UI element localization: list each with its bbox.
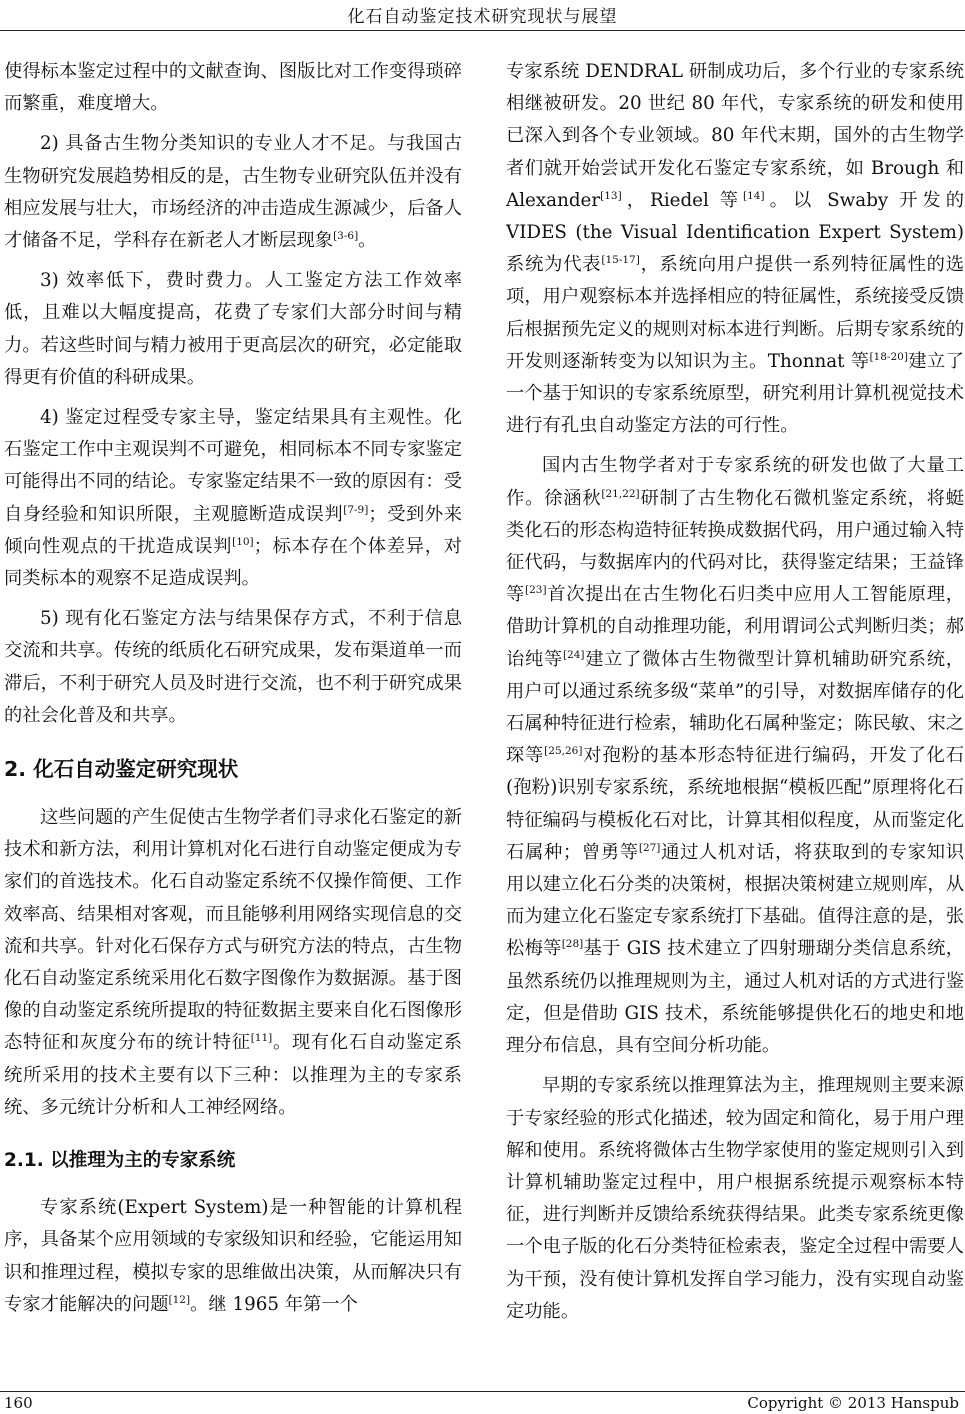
paragraph-text: 。继 1965 年第一个 xyxy=(190,1293,358,1315)
paragraph-text: ；受到外来倾向性观点的干扰造成误判 xyxy=(4,503,463,557)
paragraph-text: 3) 效率低下，费时费力。人工鉴定方法工作效率低，且难以大幅度提高，花费了专家们大部分时间与精力。若这些时间与精力被用于更高层次的研究，必定能取得更有价值的科研成果。 xyxy=(4,270,462,388)
paragraph-text: 专家系统 DENDRAL 研制成功后，多个行业的专家系统相继被研发。20 世纪 80 年代，专家系统的研发和使用已深入到各个专业领域。80 年代末期，国外的古生物学者们就开始尝试开发化石鉴定专家系统，如 Brough 和 Alexander xyxy=(506,61,964,211)
citation: [27] xyxy=(638,841,661,854)
paragraph-text: 。以 Swaby 开发的 VIDES (the Visual Identification Expert System)系统为代表 xyxy=(506,189,965,276)
paragraph-text: 基于 GIS 技术建立了四射珊瑚分类信息系统，虽然系统仍以推理规则为主，通过人机对话的方式进行鉴定，但是借助 GIS 技术，系统能够提供化石的地史和地理分布信息，具有空间分析功能。 xyxy=(506,938,964,1057)
paragraph-text: 国内古生物学者对于专家系统的研发也做了大量工作。徐涵秋 xyxy=(506,455,964,509)
paragraph-text: 建立了微体古生物微型计算机辅助研究系统，用户可以通过系统多级“菜单”的引导，对数据库储存的化石属种特征进行检索，辅助化石属种鉴定；陈民敏、宋之琛等 xyxy=(506,648,965,767)
paragraph xyxy=(4,56,462,120)
citation: [11] xyxy=(250,1032,273,1045)
copyright-notice: Copyright © 2013 Hanspub xyxy=(747,1394,959,1412)
paragraph-text: 首次提出在古生物化石归类中应用人工智能原理，借助计算机的自动推理功能，利用谓词公式判断归类；郝诒纯等 xyxy=(506,584,965,670)
paragraph xyxy=(4,265,462,394)
citation: [10] xyxy=(232,535,254,548)
paragraph xyxy=(4,802,462,1124)
page-number: 160 xyxy=(4,1394,33,1412)
citation: [28] xyxy=(561,938,584,951)
citation: [12] xyxy=(168,1293,191,1306)
citation: [14] xyxy=(743,189,765,202)
citation: [25,26] xyxy=(544,745,583,758)
paragraph-text: 对孢粉的基本形态特征进行编码，开发了化石(孢粉)识别专家系统，系统地根据“模板匹配”原理将化石特征编码与模板化石对比，计算其相似程度，从而鉴定化石属种；曾勇等 xyxy=(506,745,965,863)
paragraph-text: 建立了一个基于知识的专家系统原型，研究利用计算机视觉技术进行有孔虫自动鉴定方法的可行性。 xyxy=(506,350,965,437)
footer-rule xyxy=(0,1391,965,1392)
citation: [18-20] xyxy=(869,350,908,363)
paragraph xyxy=(506,56,964,442)
right-column xyxy=(506,56,964,1336)
paragraph-text: 通过人机对话，将获取到的专家知识用以建立化石分类的决策树，根据决策树建立规则库，从而为建立化石鉴定专家系统打下基础。值得注意的是，张松梅等 xyxy=(506,841,965,960)
citation: [7-9] xyxy=(343,503,369,516)
paragraph-text: 早期的专家系统以推理算法为主，推理规则主要来源于专家经验的形式化描述，较为固定和简化，易于用户理解和使用。系统将微体古生物学家使用的鉴定规则引入到计算机辅助鉴定过程中，用户根据系统提示观察标本特征，进行判断并反馈给系统获得结果。此类专家系统更像一个电子版的化石分类特征检索表，鉴定全过程中需要人为干预，没有使计算机发挥自学习能力，没有实现自动鉴定功能。 xyxy=(506,1075,964,1322)
paragraph-text: 5) 现有化石鉴定方法与结果保存方式，不利于信息交流和共享。传统的纸质化石研究成果，发布渠道单一而滞后，不利于研究人员及时进行交流，也不利于研究成果的社会化普及和共享。 xyxy=(4,608,462,726)
citation: [24] xyxy=(562,648,585,661)
paragraph-text: 专家系统(Expert System)是一种智能的计算机程序，具备某个应用领域的专家级知识和经验，它能运用知识和推理过程，模拟专家的思维做出决策，从而解决只有专家才能解决的问题 xyxy=(4,1197,462,1315)
paragraph xyxy=(4,1192,462,1321)
citation: [21,22] xyxy=(601,487,640,500)
paragraph xyxy=(506,1070,964,1328)
paragraph-text: ；标本存在个体差异，对同类标本的观察不足造成误判。 xyxy=(4,535,463,590)
section-heading: 2. 化石自动鉴定研究现状 xyxy=(4,757,239,782)
citation: [3-6] xyxy=(333,230,359,243)
paragraph-text: 2) 具备古生物分类知识的专业人才不足。与我国古生物研究发展趋势相反的是，古生物专业研究队伍并没有相应发展与壮大，市场经济的冲击造成生源减少，后备人才储备不足，学科存在新老人才断层现象 xyxy=(4,133,462,252)
paragraph-text: 使得标本鉴定过程中的文献查询、图版比对工作变得琐碎而繁重，难度增大。 xyxy=(4,61,462,115)
paragraph-text: 这些问题的产生促使古生物学者们寻求化石鉴定的新技术和新方法，利用计算机对化石进行自动鉴定便成为专家们的首选技术。化石自动鉴定系统不仅操作简便、工作效率高、结果相对客观，而且能够利用网络实现信息的交流和共享。针对化石保存方式与研究方法的特点，古生物化石自动鉴定系统采用化石数字图像作为数据源。基于图像的自动鉴定系统所提取的特征数据主要来自化石图像形态特征和灰度分布的统计特征 xyxy=(4,807,462,1054)
citation: [23] xyxy=(524,584,547,597)
citation: [13] xyxy=(600,189,622,202)
citation: [15-17] xyxy=(601,254,640,267)
paragraph-text: 。 xyxy=(358,230,377,252)
paragraph xyxy=(4,402,462,595)
paragraph xyxy=(4,603,462,732)
paragraph-text: 。现有化石自动鉴定系统所采用的技术主要有以下三种：以推理为主的专家系统、多元统计分析和人工神经网络。 xyxy=(4,1032,463,1118)
paragraph-text: ，Riedel 等 xyxy=(621,189,744,211)
running-header-title: 化石自动鉴定技术研究现状与展望 xyxy=(347,7,618,27)
paragraph-text: 4) 鉴定过程受专家主导，鉴定结果具有主观性。化石鉴定工作中主观误判不可避免，相同标本不同专家鉴定可能得出不同的结论。专家鉴定结果不一致的原因有：受自身经验和知识所限，主观臆断造成误判 xyxy=(4,407,462,525)
header-rule xyxy=(0,30,965,31)
left-column xyxy=(4,56,462,1329)
paragraph xyxy=(506,450,964,1062)
paragraph xyxy=(4,128,462,257)
paragraph-text: 研制了古生物化石微机鉴定系统，将蜓类化石的形态构造特征转换成数据代码，用户通过输入特征代码，与数据库内的代码对比，获得鉴定结果；王益锋等 xyxy=(506,487,965,606)
subsection-heading: 2.1. 以推理为主的专家系统 xyxy=(4,1150,236,1172)
paragraph-text: ，系统向用户提供一系列特征属性的选项，用户观察标本并选择相应的特征属性，系统接受反馈后根据预先定义的规则对标本进行判断。后期专家系统的开发则逐渐转变为以知识为主。Thonnat 等 xyxy=(506,254,965,372)
